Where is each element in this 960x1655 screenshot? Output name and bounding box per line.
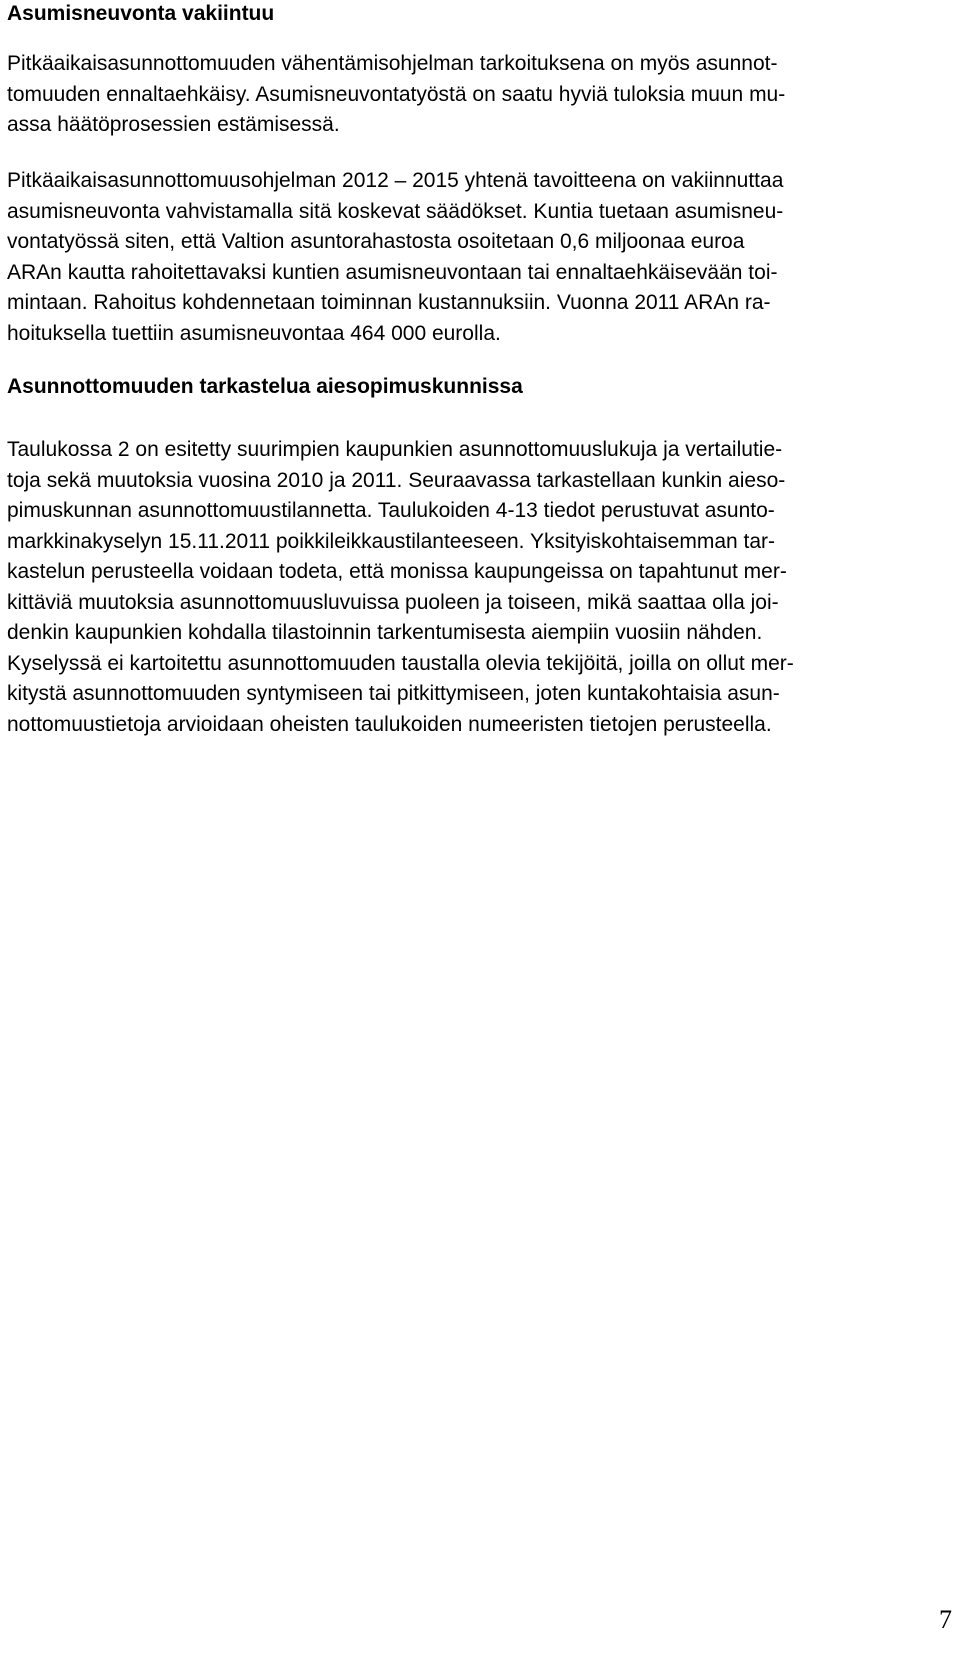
paragraph-1 — [7, 49, 785, 141]
paragraph-line: asumisneuvonta vahvistamalla sitä koskevat säädökset. Kuntia tuetaan asumisneu- — [7, 199, 784, 223]
paragraph-line: Kyselyssä ei kartoitettu asunnottomuuden taustalla olevia tekijöitä, joilla on ollut mer- — [7, 651, 794, 675]
paragraph-line: tomuuden ennaltaehkäisy. Asumisneuvontatyöstä on saatu hyviä tuloksia muun mu- — [7, 82, 786, 106]
paragraph-line: nottomuustietoja arvioidaan oheisten taulukoiden numeeristen tietojen perusteella. — [7, 712, 772, 736]
paragraph-line: markkinakyselyn 15.11.2011 poikkileikkaustilanteeseen. Yksityiskohtaisemman tar- — [7, 529, 776, 553]
paragraph-line: mintaan. Rahoitus kohdennetaan toiminnan kustannuksiin. Vuonna 2011 ARAn ra- — [7, 291, 771, 314]
paragraph-line: hoituksella tuettiin asumisneuvontaa 464 000 eurolla. — [7, 321, 501, 345]
paragraph-2 — [7, 166, 783, 349]
paragraph-line: Pitkäaikaisasunnottomuuden vähentämisohjelman tarkoituksena on myös asunnot- — [7, 52, 778, 75]
page-number: 7 — [939, 1605, 952, 1634]
paragraph-line: ARAn kautta rahoitettavaksi kuntien asumisneuvontaan tai ennaltaehkäisevään toi- — [7, 260, 778, 284]
paragraph-line: pimuskunnan asunnottomuustilannetta. Taulukoiden 4-13 tiedot perustuvat asunto- — [7, 499, 775, 522]
paragraph-3 — [7, 435, 794, 740]
paragraph-line: toja sekä muutoksia vuosina 2010 ja 2011. Seuraavassa tarkastellaan kunkin aieso- — [7, 468, 786, 492]
paragraph-line: denkin kaupunkien kohdalla tilastoinnin tarkentumisesta aiempiin vuosiin nähden. — [7, 621, 763, 644]
paragraph-line: vontatyössä siten, että Valtion asuntorahastosta osoitetaan 0,6 miljoonaa euroa — [7, 230, 745, 253]
section-heading-asumisneuvonta: Asumisneuvonta vakiintuu — [7, 2, 275, 25]
paragraph-line: assa häätöprosessien estämisessä. — [7, 113, 340, 136]
paragraph-line: kittäviä muutoksia asunnottomuusluvuissa puoleen ja toiseen, mikä saattaa olla joi- — [7, 590, 779, 614]
paragraph-line: Taulukossa 2 on esitetty suurimpien kaupunkien asunnottomuuslukuja ja vertailutie- — [7, 438, 783, 461]
paragraph-line: Pitkäaikaisasunnottomuusohjelman 2012 – 2015 yhtenä tavoitteena on vakiinnuttaa — [7, 169, 784, 192]
paragraph-line: kastelun perusteella voidaan todeta, että monissa kaupungeissa on tapahtunut mer- — [7, 560, 787, 583]
paragraph-line: kitystä asunnottomuuden syntymiseen tai pitkittymiseen, joten kuntakohtaisia asun- — [7, 682, 780, 705]
section-heading-aiesopimuskunnat: Asunnottomuuden tarkastelua aiesopimuskunnissa — [7, 375, 523, 398]
